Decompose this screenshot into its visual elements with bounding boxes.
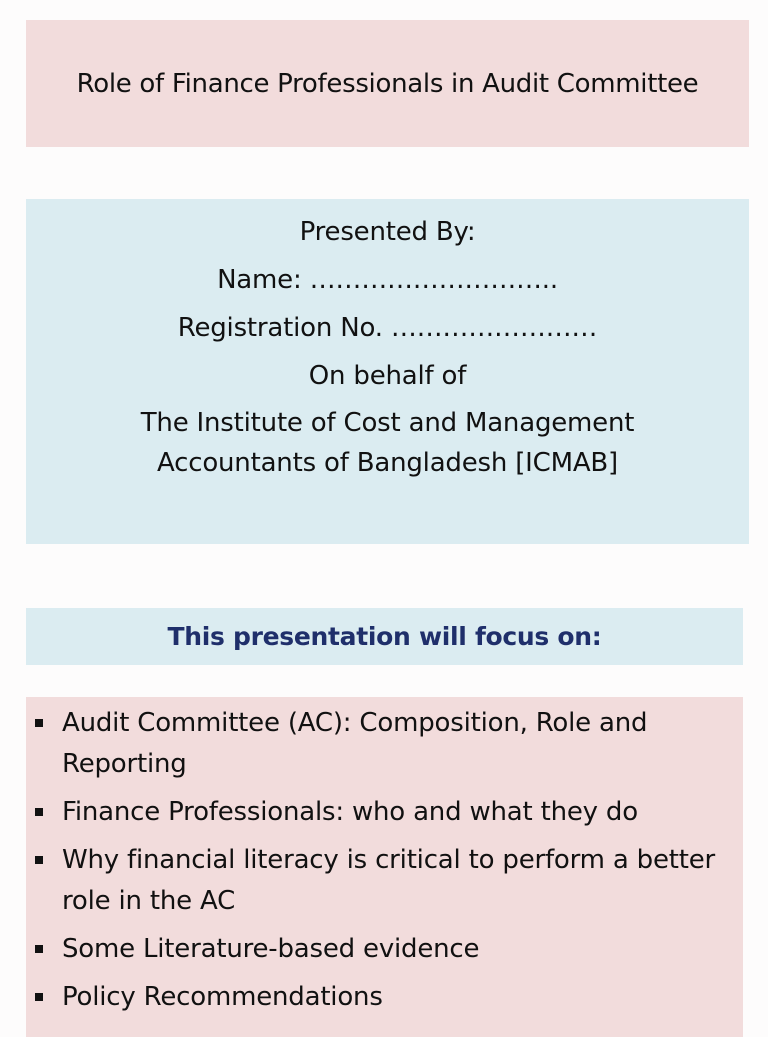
- list-item: [26, 977, 743, 1018]
- institute-name-line-1: The Institute of Cost and Management: [140, 408, 635, 438]
- list-item: [26, 792, 743, 833]
- presented-by-label: Presented By:: [299, 217, 476, 247]
- institute-name-line-2: Accountants of Bangladesh [ICMAB]: [157, 448, 618, 478]
- registration-number: Registration No. ……………………: [177, 313, 598, 343]
- square-bullet-icon: [35, 719, 43, 727]
- square-bullet-icon: [35, 993, 43, 1001]
- presenter-panel: [26, 199, 749, 544]
- list-item: [26, 929, 743, 970]
- focus-list-panel: [26, 697, 743, 1037]
- on-behalf-label: On behalf of: [308, 361, 467, 391]
- square-bullet-icon: [35, 945, 43, 953]
- square-bullet-icon: [35, 808, 43, 816]
- list-item-text: Why financial literacy is critical to perform a better role in the AC: [62, 845, 716, 916]
- institute-name: [26, 403, 749, 483]
- list-item: [26, 703, 743, 785]
- focus-heading: This presentation will focus on:: [167, 622, 602, 651]
- list-item: [26, 840, 743, 922]
- list-item-text: Finance Professionals: who and what they do: [62, 797, 638, 827]
- list-item-text: Some Literature-based evidence: [62, 934, 480, 964]
- presentation-title: Role of Finance Professionals in Audit Committee: [76, 68, 699, 99]
- list-item-text: Policy Recommendations: [62, 982, 383, 1012]
- focus-heading-panel: [26, 608, 743, 665]
- title-panel: [26, 20, 749, 147]
- square-bullet-icon: [35, 856, 43, 864]
- presenter-name: Name: ………………………..: [217, 265, 558, 295]
- list-item-text: Audit Committee (AC): Composition, Role and Reporting: [62, 708, 648, 779]
